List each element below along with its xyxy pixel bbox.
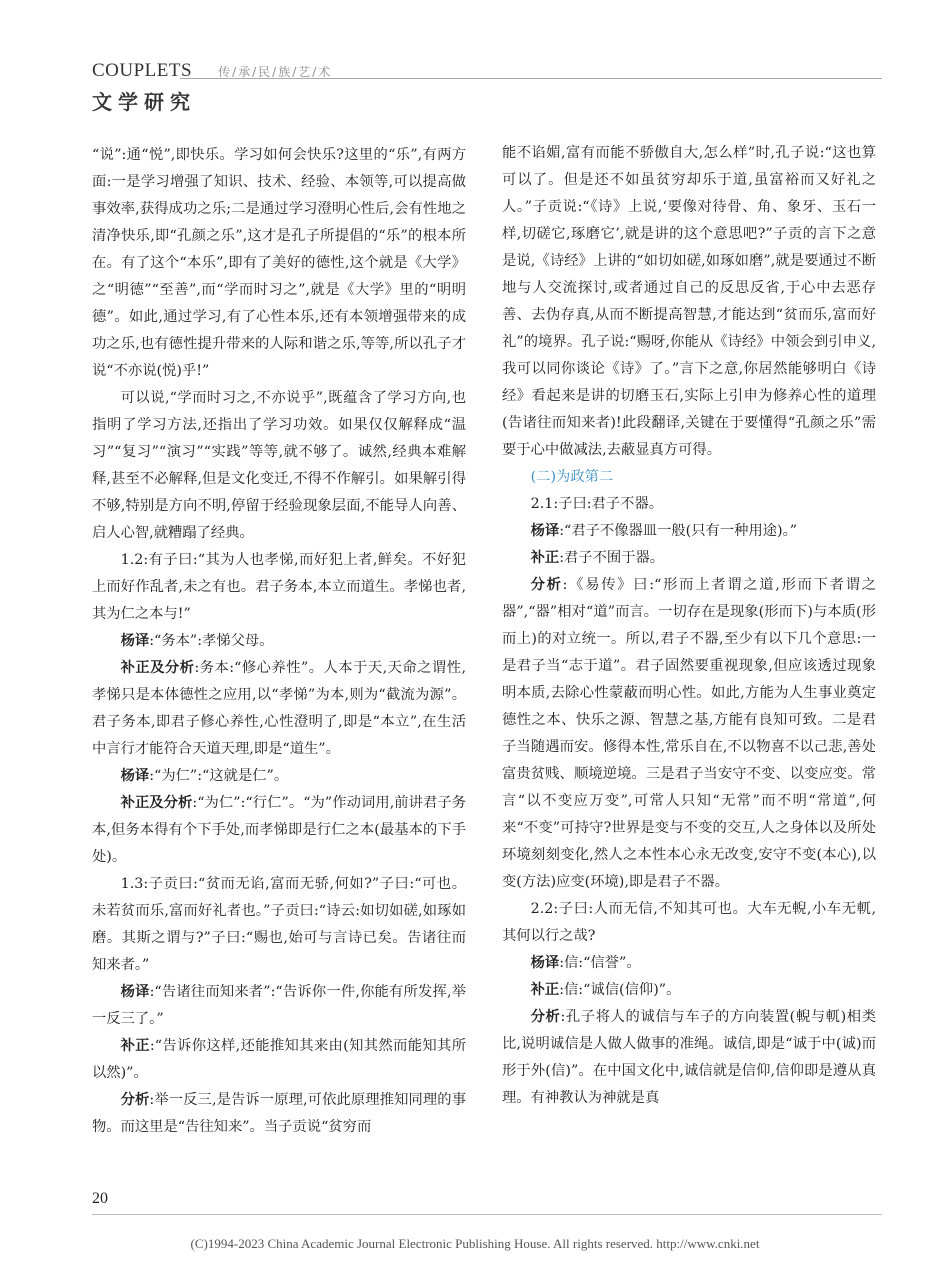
paragraph-lead: 补正 [120, 1038, 150, 1054]
paragraph [502, 1004, 876, 1112]
paragraph [92, 142, 466, 385]
paragraph [502, 140, 876, 464]
left-column [92, 142, 466, 1141]
paragraph-text: :务本:“修心养性”。人本于天,天命之谓性,孝悌只是本体德性之应用,以“孝悌”为本,则为“截流为源”。君子务本,即君子修心养性,心性澄明了,即是“本立”,在生活中言行才能符合天道天理,即是“道生”。 [92, 660, 467, 757]
paragraph-text: :“告诸往而知来者”:“告诉你一件,你能有所发挥,举一反三了。” [92, 984, 467, 1027]
footer-rule [92, 1214, 882, 1215]
paragraph-lead: 补正及分析 [120, 795, 193, 811]
section-title: 文学研究 [92, 90, 196, 114]
paragraph-lead: 分析 [120, 1092, 150, 1108]
paragraph [92, 763, 466, 790]
paragraph [92, 1087, 466, 1141]
paragraph-text: :君子不囿于器。 [559, 550, 665, 566]
subsection-heading [502, 464, 876, 491]
page-number: 20 [92, 1190, 108, 1207]
paragraph [92, 979, 466, 1033]
paragraph [92, 871, 466, 979]
paragraph-text: :孔子将人的诚信与车子的方向装置(輗与軏)相类比,说明诚信是人做人做事的准绳。诚信,即是“诚于中(诚)而形于外(信)”。在中国文化中,诚信就是信仰,信仰即是遵从真理。有神教认为神就是真 [502, 1009, 876, 1106]
paragraph-text: (二)为政第二 [530, 469, 614, 485]
paragraph [92, 1033, 466, 1087]
paragraph [502, 950, 876, 977]
paragraph-text: 2.2:子曰:人而无信,不知其可也。大车无輗,小车无軏,其何以行之哉? [502, 901, 876, 944]
journal-tagline: 传/承/民/族/艺/术 [218, 65, 333, 79]
paragraph-lead: 杨译 [530, 955, 560, 971]
paragraph [502, 491, 876, 518]
paragraph [502, 545, 876, 572]
paragraph-text: 能不谄媚,富有而能不骄傲自大,怎么样”时,孔子说:“这也算可以了。但是还不如虽贫穷却乐于道,虽富裕而又好礼之人。”子贡说:“《诗》上说,‘要像对待骨、角、象牙、玉石一样,切磋它,琢磨它’,就是讲的这个意思吧?”子贡的言下之意是说,《诗经》上讲的“如切如磋,如琢如磨”,就是要通过不断地与人交流探讨,或者通过自己的反思反省,于心中去恶存善、去伪存真,从而不断提高智慧,才能达到“贫而乐,富而好礼”的境界。孔子说:“赐呀,你能从《诗经》中领会到引申义,我可以同你谈论《诗》了。”言下之意,你居然能够明白《诗经》看起来是讲的切磨玉石,实际上引申为修养心性的道理(告诸往而知来者)!此段翻译,关键在于要懂得“孔颜之乐”需要于心中做减法,去蔽显真方可得。 [502, 145, 876, 458]
paragraph-text: 可以说,“学而时习之,不亦说乎”,既蕴含了学习方向,也指明了学习方法,还指出了学习功效。如果仅仅解释成“温习”“复习”“演习”“实践”等等,就不够了。诚然,经典本难解释,甚至不必解释,但是文化变迁,不得不作解引。如果解引得不够,特别是方向不明,停留于经验现象层面,不能导人向善、启人心智,就糟蹋了经典。 [92, 390, 466, 541]
paragraph [92, 790, 466, 871]
paragraph-text: 2.1:子曰:君子不器。 [530, 496, 664, 512]
paragraph-lead: 补正及分析 [120, 660, 195, 676]
paragraph [92, 385, 466, 547]
paragraph-text: :信:“信誉”。 [559, 955, 641, 971]
copyright-footer: (C)1994-2023 China Academic Journal Electronic Publishing House. All rights reserved. http://www.cnki.net [190, 1236, 760, 1251]
paragraph-text: :“告诉你这样,还能推知其来由(知其然而能知其所以然)”。 [92, 1038, 466, 1081]
paragraph-lead: 杨译 [120, 768, 150, 784]
paragraph-lead: 补正 [530, 550, 560, 566]
paragraph-text: 1.3:子贡曰:“贫而无谄,富而无骄,何如?”子曰:“可也。未若贫而乐,富而好礼者也。”子贡曰:“诗云:如切如磋,如琢如磨。其斯之谓与?”子曰:“赐也,始可与言诗已矣。告诸往而知来者。” [92, 876, 466, 973]
paragraph-text: :“为仁”:“这就是仁”。 [149, 768, 289, 784]
right-column [502, 140, 876, 1112]
paragraph [502, 977, 876, 1004]
paragraph [92, 547, 466, 628]
paragraph [92, 655, 466, 763]
paragraph-lead: 补正 [530, 982, 560, 998]
paragraph-text: :“务本”:孝悌父母。 [149, 633, 274, 649]
paragraph-text: :信:“诚信(信仰)”。 [559, 982, 681, 998]
paragraph-lead: 分析 [530, 577, 563, 593]
paragraph-lead: 杨译 [120, 984, 150, 1000]
journal-brand: COUPLETS [92, 60, 193, 81]
paragraph-text: :《易传》曰:“形而上者谓之道,形而下者谓之器”,“器”相对“道”而言。一切存在是现象(形而下)与本质(形而上)的对立统一。所以,君子不器,至少有以下几个意思:一是君子当“志于道”。君子固然要重视现象,但应该透过现象明本质,去除心性蒙蔽而明心性。如此,方能为人生事业奠定德性之本、快乐之源、智慧之基,方能有良知可致。二是君子当随遇而安。修得本性,常乐自在,不以物喜不以己悲,善处富贵贫贱、顺境逆境。三是君子当安守不变、以变应变。常言“以不变应万变”,可常人只知“无常”而不明“常道”,何来“不变”可持守?世界是变与不变的交互,人之身体以及所处环境刻刻变化,然人之本性本心永无改变,安守不变(本心),以变(方法)应变(环境),即是君子不器。 [502, 577, 876, 890]
paragraph-text: :“君子不像器皿一般(只有一种用途)。” [559, 523, 798, 539]
paragraph-text: 1.2:有子曰:“其为人也孝悌,而好犯上者,鲜矣。不好犯上而好作乱者,未之有也。君子务本,本立而道生。孝悌也者,其为仁之本与!” [92, 552, 466, 622]
paragraph [502, 572, 876, 896]
paragraph-lead: 杨译 [530, 523, 560, 539]
header-rule [180, 78, 882, 79]
page-header [92, 60, 882, 115]
paragraph-text: :“为仁”:“行仁”。“为”作动词用,前讲君子务本,但务本得有个下手处,而孝悌即是行仁之本(最基本的下手处)。 [92, 795, 467, 865]
paragraph-lead: 分析 [530, 1009, 561, 1025]
paragraph [502, 518, 876, 545]
paragraph [92, 628, 466, 655]
paragraph-text: :举一反三,是告诉一原理,可依此原理推知同理的事物。而这里是“告往知来”。当子贡说“贫穷而 [92, 1092, 467, 1135]
paragraph-text: “说”:通“悦”,即快乐。学习如何会快乐?这里的“乐”,有两方面:一是学习增强了知识、技术、经验、本领等,可以提高做事效率,获得成功之乐;二是通过学习澄明心性后,会有性地之清净快乐,即“孔颜之乐”,这才是孔子所提倡的“乐”的根本所在。有了这个“本乐”,即有了美好的德性,这个就是《大学》之“明德”“至善”,而“学而时习之”,就是《大学》里的“明明德”。如此,通过学习,有了心性本乐,还有本领增强带来的成功之乐,也有德性提升带来的人际和谐之乐,等等,所以孔子才说“不亦说(悦)乎!” [92, 147, 466, 379]
paragraph [502, 896, 876, 950]
paragraph-lead: 杨译 [120, 633, 150, 649]
